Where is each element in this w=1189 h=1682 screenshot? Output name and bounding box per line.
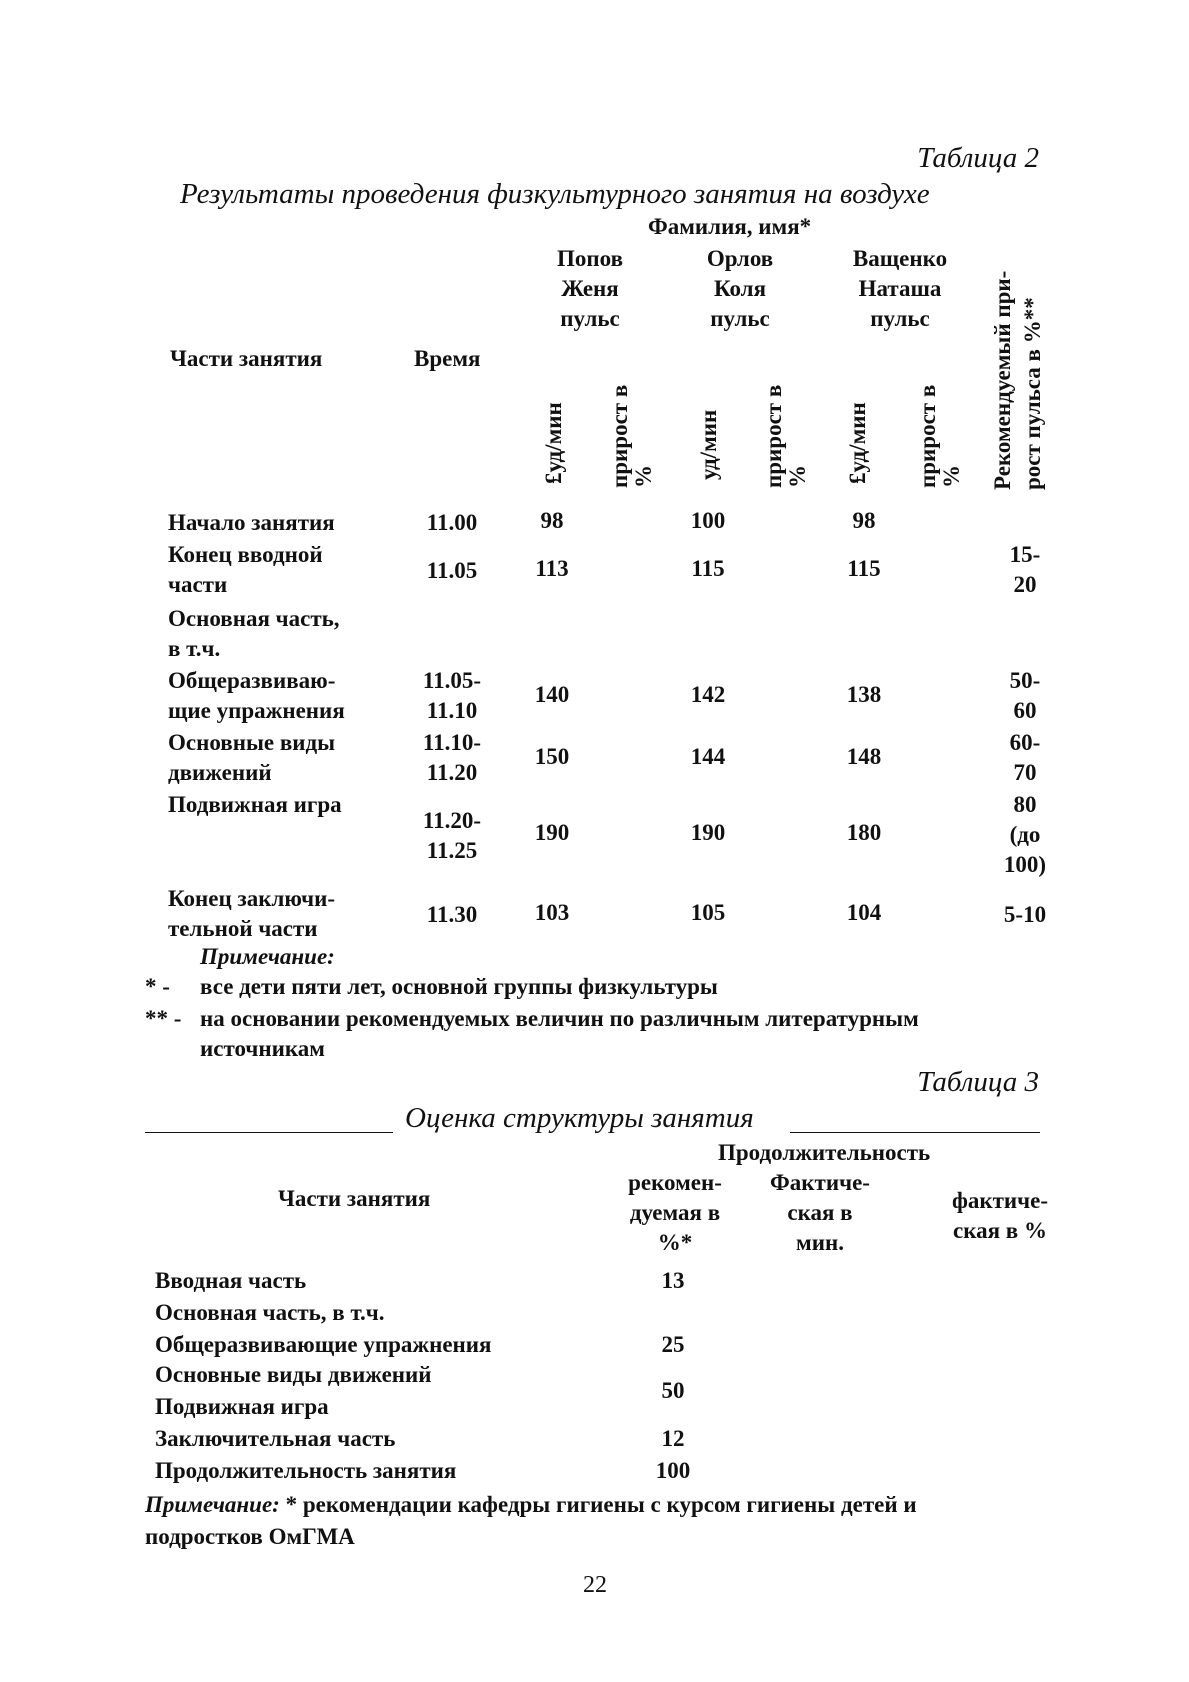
page-number: 22: [583, 1572, 607, 1598]
table3-row-part: Основная часть, в т.ч.: [155, 1300, 385, 1325]
table2-sub-pct-vashchenko: прирост в %: [915, 384, 964, 488]
table3-row-recommended: 13: [661, 1268, 685, 1293]
table2-value-vashchenko: 98: [852, 508, 876, 533]
table2-row-time: 11.10- 11.20: [422, 730, 482, 785]
table2-value-orlov: 105: [690, 900, 726, 925]
table3-header-fact-pct: фактиче- ская в %: [951, 1188, 1049, 1243]
table3-header-parts: Части занятия: [278, 1186, 431, 1211]
table3-row-part: Продолжительность занятия: [155, 1458, 457, 1483]
table2-header-vashchenko: Ващенко Наташа пульс: [852, 246, 948, 331]
table2-row-recommended: 50- 60: [1009, 668, 1041, 723]
table2-value-popov: 103: [534, 900, 570, 925]
table2-value-vashchenko: 180: [846, 820, 882, 845]
table2-row-recommended: 60- 70: [1009, 730, 1041, 785]
table2-note2-mark: ** -: [145, 1006, 182, 1031]
table2-title: Результаты проведения физкультурного занятия на воздухе: [180, 178, 930, 210]
table2-value-vashchenko: 148: [846, 744, 882, 769]
table2-value-orlov: 144: [690, 744, 726, 769]
table3-header-recommended: рекомен- дуемая в %*: [628, 1170, 722, 1255]
table2-row-part: Начало занятия: [168, 510, 335, 535]
table2-value-popov: 190: [534, 820, 570, 845]
table2-sub-pct-orlov: прирост в %: [761, 384, 810, 488]
table3-note-cont: подростков ОмГМА: [145, 1524, 355, 1549]
table3-title-rule-right: [790, 1132, 1040, 1133]
table2-sub-pct-popov: прирост в %: [607, 384, 656, 488]
table2-row-recommended: 5-10: [1003, 902, 1047, 927]
table3-row-part: Общеразвивающие упражнения: [155, 1332, 492, 1357]
table2-note2-cont: источникам: [200, 1036, 325, 1061]
table3-title-rule-left: [145, 1132, 393, 1133]
table2-header-group: Фамилия, имя*: [648, 214, 812, 239]
table2-note1-mark: * -: [145, 974, 170, 999]
table2-header-recommended: Рекомендуемый при- рост пульса в %**: [990, 270, 1045, 490]
table2-row-part: Общеразвиваю- щие упражнения: [168, 668, 345, 723]
table2-row-part: Основная часть, в т.ч.: [168, 606, 340, 661]
table2-value-vashchenko: 104: [846, 900, 882, 925]
table2-value-popov: 140: [534, 682, 570, 707]
table3-row-recommended: 25: [661, 1332, 685, 1357]
table2-row-part: Конец вводной части: [168, 542, 323, 597]
table2-row-recommended: 80 (до 100): [1003, 792, 1047, 877]
table2-sub-pulse-orlov: уд/мин: [696, 409, 721, 480]
table2-row-time: 11.00: [426, 510, 478, 535]
table3-note: [145, 1492, 917, 1518]
table3-row-part: Заключительная часть: [155, 1426, 396, 1451]
table2-row-time: 11.05: [426, 558, 478, 583]
table2-value-orlov: 100: [690, 508, 726, 533]
table2-value-vashchenko: 138: [846, 682, 882, 707]
table3-row-recommended: 12: [661, 1426, 685, 1451]
table2-row-time: 11.20- 11.25: [422, 808, 482, 863]
table3-title: Оценка структуры занятия: [405, 1102, 754, 1134]
table3-row-part: Подвижная игра: [155, 1394, 329, 1419]
table2-value-popov: 113: [535, 556, 569, 581]
table2-row-part: Подвижная игра: [168, 792, 342, 817]
table2-value-orlov: 190: [690, 820, 726, 845]
table2-value-orlov: 115: [691, 556, 725, 581]
table3-note-text: * рекомендации кафедры гигиены с курсом гигиены детей и: [279, 1492, 917, 1517]
table2-note1: все дети пяти лет, основной группы физкультуры: [200, 974, 718, 999]
table2-row-time: 11.30: [426, 902, 478, 927]
table2-value-vashchenko: 115: [847, 556, 881, 581]
table2-row-part: Основные виды движений: [168, 730, 336, 785]
table3-note-title: Примечание:: [145, 1492, 280, 1517]
table2-note2: на основании рекомендуемых величин по различным литературным: [200, 1006, 919, 1031]
table2-header-parts: Части занятия: [170, 346, 323, 371]
table2-row-part: Конец заключи- тельной части: [168, 886, 335, 941]
table2-header-popov: Попов Женя пульс: [557, 246, 623, 331]
table2-header-orlov: Орлов Коля пульс: [706, 246, 774, 331]
table2-note-title: Примечание:: [200, 944, 335, 969]
table2-value-popov: 98: [540, 508, 564, 533]
table3-row-recommended: 100: [655, 1458, 691, 1483]
table2-sub-pulse-popov: £уд/мин: [541, 402, 566, 484]
table2-label: Таблица 2: [917, 142, 1039, 174]
table2-value-popov: 150: [534, 744, 570, 769]
table2-header-time: Время: [414, 346, 481, 371]
table2-sub-pulse-vashchenko: £уд/мин: [845, 402, 870, 484]
table2-value-orlov: 142: [690, 682, 726, 707]
table3-row-part: Вводная часть: [155, 1268, 307, 1293]
table3-header-group: Продолжительность: [718, 1140, 931, 1165]
table3-row-recommended: 50: [661, 1378, 685, 1403]
table2-row-recommended: 15- 20: [1009, 542, 1041, 597]
table3-row-part: Основные виды движений: [155, 1362, 432, 1387]
table3-header-fact-min: Фактиче- ская в мин.: [770, 1170, 870, 1255]
table3-label: Таблица 3: [917, 1066, 1039, 1098]
table2-row-time: 11.05- 11.10: [422, 668, 482, 723]
